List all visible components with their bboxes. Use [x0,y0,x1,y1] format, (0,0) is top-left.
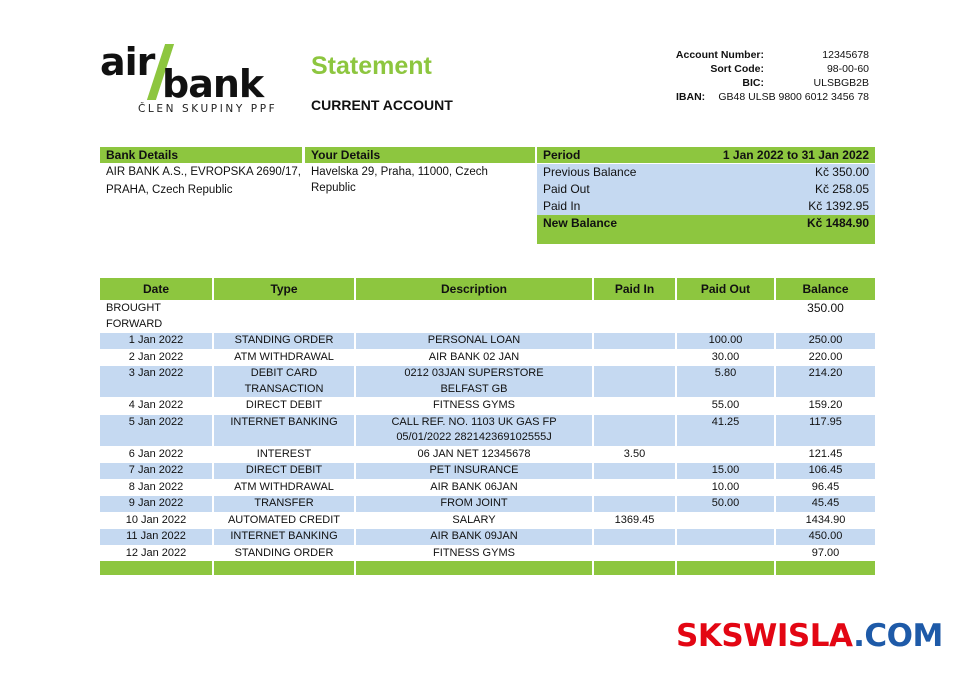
cell-description [355,414,593,446]
cell-text: INTERNET BANKING [230,530,338,542]
transactions-table [100,278,875,575]
previous-balance-row [537,164,875,181]
cell-text-line2: BELFAST GB [440,382,508,395]
table-row [100,529,875,546]
cell-text: 41.25 [711,415,740,428]
cell-balance [775,446,875,463]
cell-text: 214.20 [808,367,843,379]
brought-forward-balance: 350.00 [775,301,875,333]
bic-label: BIC: [742,77,764,89]
cell-text: 10 Jan 2022 [125,513,187,526]
cell-text: 55.00 [711,399,740,411]
cell-date [100,545,213,561]
cell-balance [775,512,875,529]
cell-text: 250.00 [808,334,843,346]
cell-text-line2: 05/01/2022 282142369102555J [396,431,552,443]
cell-text: 8 Jan 2022 [128,480,184,493]
table-row [100,333,875,350]
cell-text: 11 Jan 2022 [126,530,186,542]
cell-type [213,479,355,496]
cell-date [100,366,213,398]
cell-description [355,545,593,561]
col-paid-out-header: Paid Out [676,278,775,301]
table-row [100,512,875,529]
cell-type [213,398,355,415]
cell-text: 100.00 [708,334,743,346]
cell-text: 1 Jan 2022 [128,334,184,346]
cell-date [100,349,213,366]
period-label: Period [543,148,581,162]
cell-balance [775,414,875,446]
watermark-part1: SKSWISLA [676,618,854,654]
cell-text: INTEREST [256,447,312,460]
cell-description [355,446,593,463]
cell-type [213,366,355,398]
cell-date [100,446,213,463]
cell-text: 220.00 [808,350,843,363]
table-header-row [100,278,875,301]
page-title: Statement [311,52,432,80]
account-number-value: 12345678 [822,49,869,61]
cell-paid-out [676,398,775,415]
cell-text: SALARY [452,513,496,526]
cell-paid-in [593,545,676,561]
brought-forward-row [100,301,875,333]
logo-word-air: air [100,40,155,84]
cell-text: 9 Jan 2022 [128,497,184,509]
cell-balance [775,366,875,398]
cell-balance [775,349,875,366]
cell-text: 6 Jan 2022 [128,447,184,460]
new-balance-value: Kč 1484.90 [806,216,869,230]
cell-balance [775,496,875,513]
cell-text: 50.00 [711,497,740,509]
cell-text: AIR BANK 02 JAN [428,350,520,363]
cell-paid-in [593,333,676,350]
col-date-header: Date [100,278,213,301]
cell-text: DEBIT CARD [250,367,318,379]
cell-text: 117.95 [809,415,842,428]
cell-text: 3.50 [623,447,646,460]
cell-text: 0212 03JAN SUPERSTORE [404,367,544,379]
cell-paid-out [676,333,775,350]
cell-date [100,496,213,513]
table-row [100,446,875,463]
air-bank-logo [100,40,290,120]
cell-date [100,414,213,446]
cell-text: 06 JAN NET 12345678 [417,447,531,460]
cell-text: DIRECT DEBIT [245,464,323,476]
cell-description [355,333,593,350]
paid-out-label: Paid Out [543,182,590,196]
cell-paid-in [593,496,676,513]
previous-balance-value: Kč 350.00 [814,165,869,179]
cell-text: 45.45 [811,497,840,509]
cell-text: FROM JOINT [440,497,508,509]
cell-paid-out [676,512,775,529]
iban-label: IBAN: [676,91,706,103]
period-range: 1 Jan 2022 to 31 Jan 2022 [722,148,869,162]
col-paid-in-header: Paid In [593,278,676,301]
cell-text: 96.45 [811,480,840,493]
cell-date [100,479,213,496]
cell-text: STANDING ORDER [234,334,334,346]
cell-description [355,479,593,496]
cell-text: 30.00 [711,350,740,363]
cell-text: 3 Jan 2022 [128,367,184,379]
bank-details-line1: AIR BANK A.S., EVROPSKA 2690/17, [106,166,301,178]
your-details-line2: Republic [311,182,356,194]
cell-paid-in [593,479,676,496]
account-type: CURRENT ACCOUNT [311,97,453,113]
new-balance-label: New Balance [543,216,618,230]
cell-text: 7 Jan 2022 [128,464,184,476]
table-row [100,463,875,480]
col-description-header: Description [355,278,593,301]
cell-paid-out [676,446,775,463]
cell-text: AIR BANK 06JAN [430,480,518,493]
cell-balance [775,529,875,546]
cell-balance [775,545,875,561]
cell-description [355,512,593,529]
cell-description [355,366,593,398]
cell-type [213,414,355,446]
cell-text: INTERNET BANKING [230,415,338,428]
table-row [100,349,875,366]
cell-text: 5 Jan 2022 [128,415,184,428]
bank-details-header: Bank Details [100,147,302,163]
cell-balance [775,479,875,496]
cell-paid-out [676,366,775,398]
cell-text: ATM WITHDRAWAL [234,350,334,363]
logo-subtitle: ČLEN SKUPINY PPF [138,103,278,115]
cell-paid-out [676,463,775,480]
cell-text: 2 Jan 2022 [128,350,184,363]
bic-value: ULSBGB2B [813,77,869,89]
cell-balance [775,463,875,480]
cell-text: TRANSFER [254,497,314,509]
cell-text: 4 Jan 2022 [128,399,184,411]
cell-type [213,529,355,546]
table-row [100,366,875,398]
cell-text: 106.45 [808,464,843,476]
cell-paid-out [676,479,775,496]
cell-text-line2: TRANSACTION [244,382,324,395]
cell-text: FITNESS GYMS [433,546,515,559]
your-details-header: Your Details [305,147,535,163]
watermark [676,618,943,654]
table-row [100,496,875,513]
cell-paid-in [593,529,676,546]
cell-paid-in [593,349,676,366]
cell-text: 12 Jan 2022 [125,546,187,559]
cell-paid-out [676,545,775,561]
cell-paid-in [593,414,676,446]
brought-forward-label: BROUGHT FORWARD [100,301,213,333]
table-row [100,479,875,496]
iban-value: GB48 ULSB 9800 6012 3456 78 [718,91,869,103]
cell-type [213,333,355,350]
bank-details-line2: PRAHA, Czech Republic [106,184,233,196]
cell-paid-out [676,529,775,546]
cell-type [213,463,355,480]
cell-type [213,349,355,366]
cell-text: ATM WITHDRAWAL [234,480,334,493]
cell-description [355,349,593,366]
cell-paid-out [676,349,775,366]
account-number-label: Account Number: [675,49,764,61]
sort-code-value: 98-00-60 [826,63,869,75]
cell-text: 5.80 [714,367,737,379]
cell-paid-out [676,496,775,513]
table-row [100,398,875,415]
cell-text: 10.00 [711,480,740,493]
paid-in-label: Paid In [543,199,581,213]
cell-paid-in [593,512,676,529]
new-balance-row [537,215,875,232]
cell-description [355,496,593,513]
cell-text: PERSONAL LOAN [427,334,521,346]
cell-text: 97.00 [811,546,840,559]
cell-text: 450.00 [808,530,843,542]
cell-description [355,529,593,546]
cell-type [213,512,355,529]
col-balance-header: Balance [775,278,875,301]
cell-text: 1369.45 [614,513,655,526]
cell-text: STANDING ORDER [234,546,334,559]
cell-text: 15.00 [711,464,740,476]
previous-balance-label: Previous Balance [543,165,637,179]
cell-description [355,398,593,415]
cell-text: AUTOMATED CREDIT [227,513,341,526]
cell-date [100,529,213,546]
your-details-line1: Havelska 29, Praha, 11000, Czech [311,166,488,178]
cell-text: 1434.90 [805,513,846,526]
period-header [537,147,875,163]
cell-type [213,496,355,513]
cell-date [100,333,213,350]
cell-text: PET INSURANCE [429,464,519,476]
logo-word-bank: bank [162,62,264,106]
sort-code-label: Sort Code: [710,63,764,75]
cell-paid-in [593,398,676,415]
cell-text: FITNESS GYMS [433,399,515,411]
cell-paid-in [593,446,676,463]
cell-balance [775,333,875,350]
cell-text: DIRECT DEBIT [245,399,323,411]
cell-description [355,463,593,480]
paid-out-value: Kč 258.05 [814,182,869,196]
table-footer-row [100,561,875,575]
watermark-part2: .COM [853,618,943,654]
paid-in-row [537,198,875,215]
cell-date [100,398,213,415]
cell-paid-out [676,414,775,446]
paid-out-row [537,181,875,198]
table-row [100,414,875,446]
cell-type [213,446,355,463]
cell-balance [775,398,875,415]
cell-paid-in [593,463,676,480]
cell-type [213,545,355,561]
cell-text: 121.45 [808,447,843,460]
cell-date [100,512,213,529]
table-row [100,545,875,561]
paid-in-value: Kč 1392.95 [808,199,869,213]
cell-paid-in [593,366,676,398]
col-type-header: Type [213,278,355,301]
cell-date [100,463,213,480]
period-footer-bar [537,232,875,244]
cell-text: 159.20 [808,399,843,411]
cell-text: AIR BANK 09JAN [430,530,518,542]
cell-text: CALL REF. NO. 1103 UK GAS FP [391,415,557,428]
